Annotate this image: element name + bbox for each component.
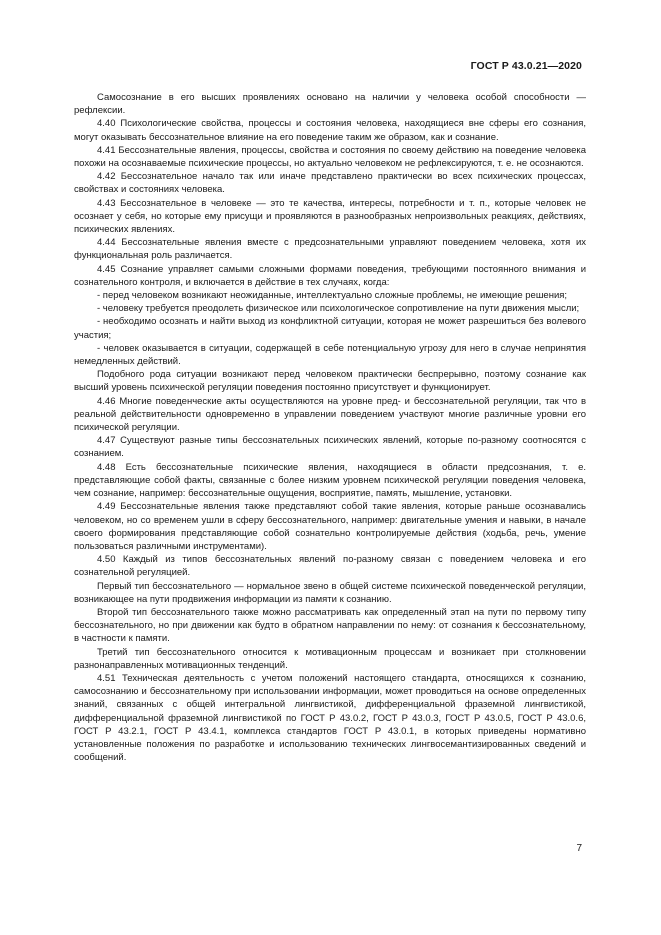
clause-4-45: 4.45 Сознание управляет самыми сложными формами поведения, требующими постоянного внимания и сознательного контроля, и включается в действие в тех случаях, когда: — [74, 263, 586, 288]
list-item: - человеку требуется преодолеть физическое или психологическое сопротивление на пути движения мысли; — [97, 303, 580, 315]
clause-4-43: 4.43 Бессознательное в человеке — это те качества, интересы, потребности и т. п., которые человек не осознает у себя, но которые ему присущи и проявляются в разнообразных непроизвольных реакциях, действиях, психических явлениях. — [74, 197, 586, 236]
clause-4-50: 4.50 Каждый из типов бессознательных явлений по-разному связан с поведением человека и его сознательной регуляцией. — [74, 554, 586, 579]
page-number: 7 — [576, 843, 582, 854]
paragraph: Самосознание в его высших проявлениях основано на наличии у человека особой способности — рефлексии. — [74, 92, 586, 117]
clause-4-49: 4.49 Бессознательные явления также представляют собой такие явления, которые раньше осознавались человеком, но со временем ушли в сферу бессознательного, например: двигательные умения и навыки, в начале своего формирования представляющие собой сознательно контролируемые действия (ходьба, речь, умение пользоваться различными инструментами). — [74, 501, 586, 552]
clause-4-47: 4.47 Существуют разные типы бессознательных психических явлений, которые по-разному соотносятся с сознанием. — [74, 435, 586, 460]
list-item: - человек оказывается в ситуации, содержащей в себе потенциальную угрозу для него в случае непринятия немедленных действий. — [74, 342, 586, 368]
paragraph: Второй тип бессознательного также можно рассматривать как определенный этап на пути по первому типу бессознательного, но при движении как будто в обратном направлении по нему: от сознания к бессознательному, в частности к памяти. — [74, 606, 586, 645]
clause-4-48: 4.48 Есть бессознательные психические явления, находящиеся в области предсознания, т. е. представляющие собой факты, связанные с более низким уровнем психической регуляции поведения человека, чем сознание, например: бессознательные ощущения, восприятие, память, мышление, установки. — [74, 461, 586, 500]
list-item: - необходимо осознать и найти выход из конфликтной ситуации, которая не может разрешиться без волевого участия; — [74, 316, 586, 341]
list-item: - перед человеком возникают неожиданные, интеллектуально сложные проблемы, не имеющие решения; — [97, 290, 568, 302]
paragraph: Третий тип бессознательного относится к мотивационным процессам и возникает при столкновении разнонаправленных мотивационных тенденций. — [74, 646, 586, 671]
clause-4-41: 4.41 Бессознательные явления, процессы, свойства и состояния по своему действию на поведение человека похожи на осознаваемые психические процессы, но актуально человеком не рефлексируются, т. е. не осознаются. — [74, 144, 586, 170]
paragraph: Подобного рода ситуации возникают перед человеком практически беспрерывно, поэтому сознание как высший уровень психической регуляции поведения постоянно присутствует и функционирует. — [74, 369, 586, 394]
clause-4-40: 4.40 Психологические свойства, процессы и состояния человека, находящиеся вне сферы его сознания, могут оказывать бессознательное влияние на его поведение таким же образом, как и сознание. — [74, 118, 586, 143]
clause-4-44: 4.44 Бессознательные явления вместе с предсознательными управляют поведением человека, хотя их функциональная роль различается. — [74, 237, 586, 262]
clause-4-42: 4.42 Бессознательное начало так или иначе представлено практически во всех психических процессах, свойствах и состояниях человека. — [74, 171, 586, 196]
document-header: ГОСТ Р 43.0.21—2020 — [470, 60, 582, 72]
clause-4-51: 4.51 Техническая деятельность с учетом положений настоящего стандарта, относящихся к сознанию, самосознанию и бессознательному при использовании информации, может проводиться на основе определенных знаний, связанных с общей интегральной лингвистикой, дифференциальной фраземной лингвистикой, дифференциальной фраземной лингвистикой по ГОСТ Р 43.0.2, ГОСТ Р 43.0.3, ГОСТ Р 43.0.5, ГОСТ Р 43.0.6, ГОСТ Р 43.2.1, ГОСТ Р 43.4.1, комплекса стандартов ГОСТ Р 43.0.1, в которых приведены нормативно установленные положения по разработке и использованию технических лингвосемантизированных сведений и сообщений. — [74, 672, 586, 764]
document-body — [74, 91, 586, 764]
clause-4-46: 4.46 Многие поведенческие акты осуществляются на уровне пред- и бессознательной регуляции, так что в реальной действительности одновременно в управлении поведением участвуют многие различные уровни его психической регуляции. — [74, 395, 586, 434]
paragraph: Первый тип бессознательного — нормальное звено в общей системе психической поведенческой регуляции, возникающее на пути продвижения информации из памяти к сознанию. — [74, 580, 586, 605]
